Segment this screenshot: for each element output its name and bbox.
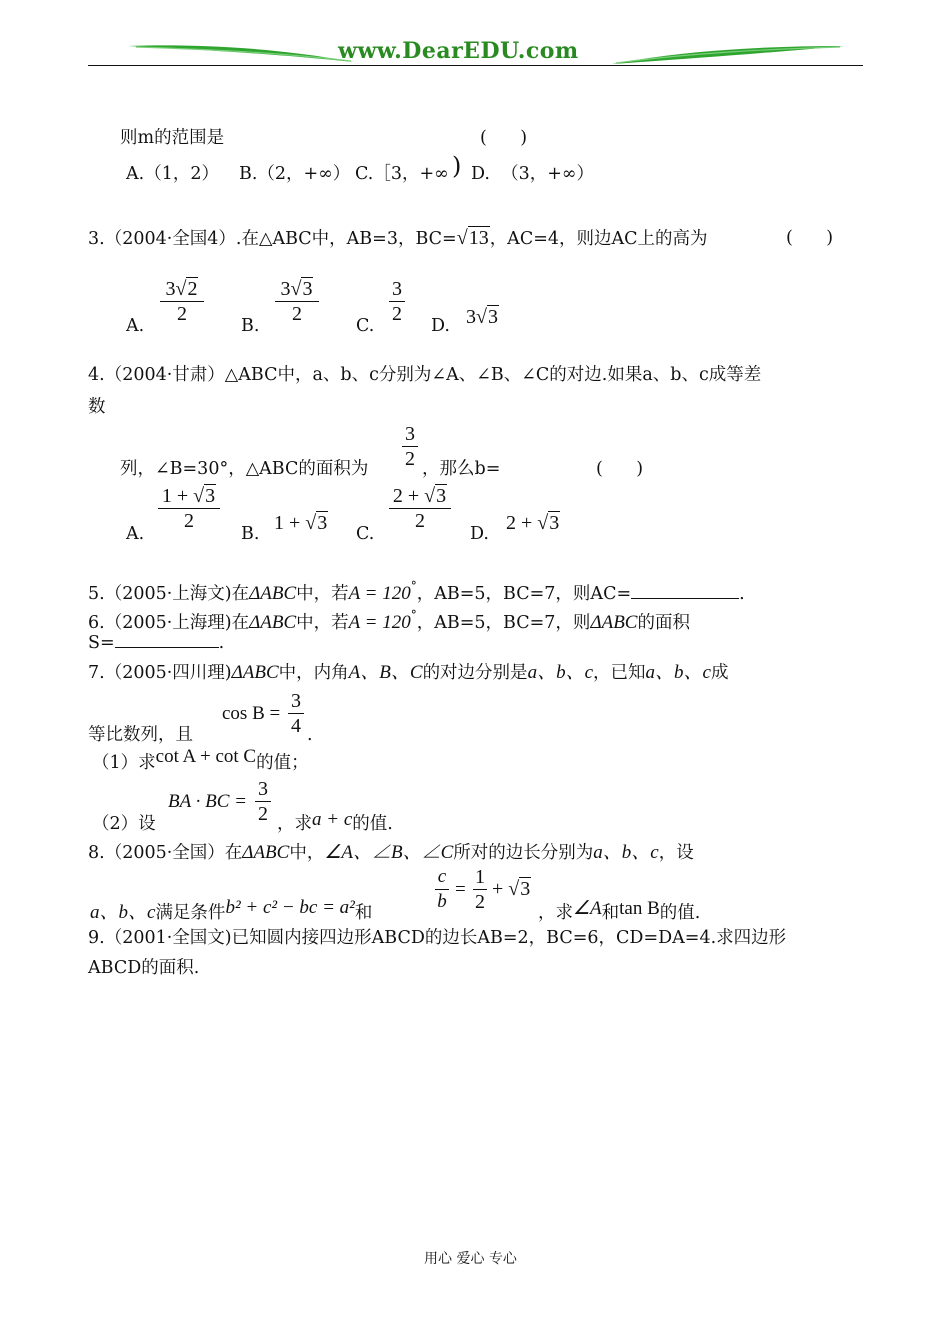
q3-option-d-value: 3√3: [466, 306, 498, 328]
q4-option-b-value: 1 + √3: [274, 512, 328, 534]
q7-part2-tail: ，求a + c的值.: [277, 809, 393, 834]
q4-option-d-value: 2 + √3: [506, 512, 560, 534]
page-footer: 用心 爱心 专心: [424, 1251, 517, 1267]
q8-c-over-b-fraction: c b: [435, 866, 449, 913]
q4-option-a-fraction: 1 + √3 2: [158, 485, 220, 532]
q2-answer-paren: ( ): [480, 128, 528, 148]
q4-line3-post: ，那么b=: [422, 459, 501, 479]
q7-part2-pre: （2）设: [92, 814, 156, 834]
q4-line2: 数: [88, 397, 106, 417]
q7-part1: （1）求cot A + cot C的值；: [92, 746, 309, 773]
q9-line1: 9.（2001·全国文)已知圆内接四边形ABCD的边长AB=2，BC=6，CD=DA=4.求四边形: [88, 928, 787, 948]
q6-line2: S= .: [88, 633, 225, 653]
q8-equals: =: [455, 879, 466, 900]
header-rule: [88, 65, 863, 66]
q4-option-c-fraction: 2 + √3 2: [389, 485, 451, 532]
q4-answer-paren: ( ): [596, 459, 644, 479]
q4-option-a-label: A.: [126, 524, 145, 544]
q2-option-b: B.（2，+∞）: [239, 164, 351, 184]
q7-line2: 等比数列，且: [88, 725, 193, 745]
q8-line1: 8.（2005·全国）在ΔABC中，∠A、∠B、∠C所对的边长分别为a、b、c，设: [88, 842, 694, 863]
header-banner: [88, 34, 863, 68]
q3-stem: [88, 227, 708, 250]
q4-line1: 4.（2004·甘肃）△ABC中，a、b、c分别为∠A、∠B、∠C的对边.如果a、b、c成等差: [88, 365, 762, 385]
q2-option-a: A.（1，2）: [126, 164, 219, 184]
q2-stem: 则m的范围是: [120, 128, 225, 148]
q4-area-fraction: 3 2: [402, 423, 418, 470]
q3-option-d-label: D.: [431, 316, 450, 336]
q2-option-d: D. （3，+∞）: [471, 164, 594, 184]
q9-line2: ABCD的面积.: [88, 958, 200, 978]
q6-line1: 6.（2005·上海理)在ΔABC中，若A = 120°，AB=5，BC=7，则ΔABC的面积: [88, 608, 690, 633]
q3-answer-paren: ( ): [786, 228, 834, 248]
q3-stem-post: ，AC=4，则边AC上的高为: [489, 229, 708, 249]
q4-option-d-label: D.: [470, 524, 489, 544]
q3-option-a-label: A.: [126, 316, 145, 336]
q8-plus-sqrt3: + √3: [492, 878, 531, 900]
q3-stem-pre: 3.（2004·全国4）.在△ABC中，AB=3，BC=: [88, 229, 457, 249]
q3-option-b-fraction: 3√3 2: [275, 278, 319, 325]
q3-option-a-fraction: 3√2 2: [160, 278, 204, 325]
q2-option-c: C.［3，+∞: [355, 164, 449, 184]
q3-option-c-fraction: 3 2: [389, 278, 405, 325]
q4-option-b-label: B.: [241, 524, 260, 544]
sqrt-13: √13: [456, 227, 489, 249]
q3-option-c-label: C.: [356, 316, 375, 336]
q7-cos-end: .: [307, 725, 313, 745]
q7-cos-fraction: 3 4: [288, 690, 304, 737]
q7-part2-fraction: 3 2: [255, 778, 271, 825]
q8-half-fraction: 1 2: [475, 866, 485, 913]
q4-line3-pre: 列，∠B=30°，△ABC的面积为: [120, 459, 369, 479]
q7-part2-expr: BA · BC =: [168, 791, 247, 812]
q8-line2-right: ，求∠A和tan B的值.: [538, 898, 701, 923]
q2-option-c-paren: ): [452, 152, 462, 180]
site-logo: www.DearEDU.com: [338, 38, 579, 64]
q8-line2-left: a、b、c满足条件b² + c² − bc = a²和: [90, 897, 373, 923]
q7-cos-expr: cos B =: [222, 703, 281, 724]
q4-option-c-label: C.: [356, 524, 375, 544]
q7-line1: 7.（2005·四川理)ΔABC中，内角A、B、C的对边分别是a、b、c，已知a、b、c成: [88, 662, 729, 683]
q3-option-b-label: B.: [241, 316, 260, 336]
q5-line: 5.（2005·上海文)在ΔABC中，若A = 120°，AB=5，BC=7，则AC= .: [88, 579, 745, 604]
